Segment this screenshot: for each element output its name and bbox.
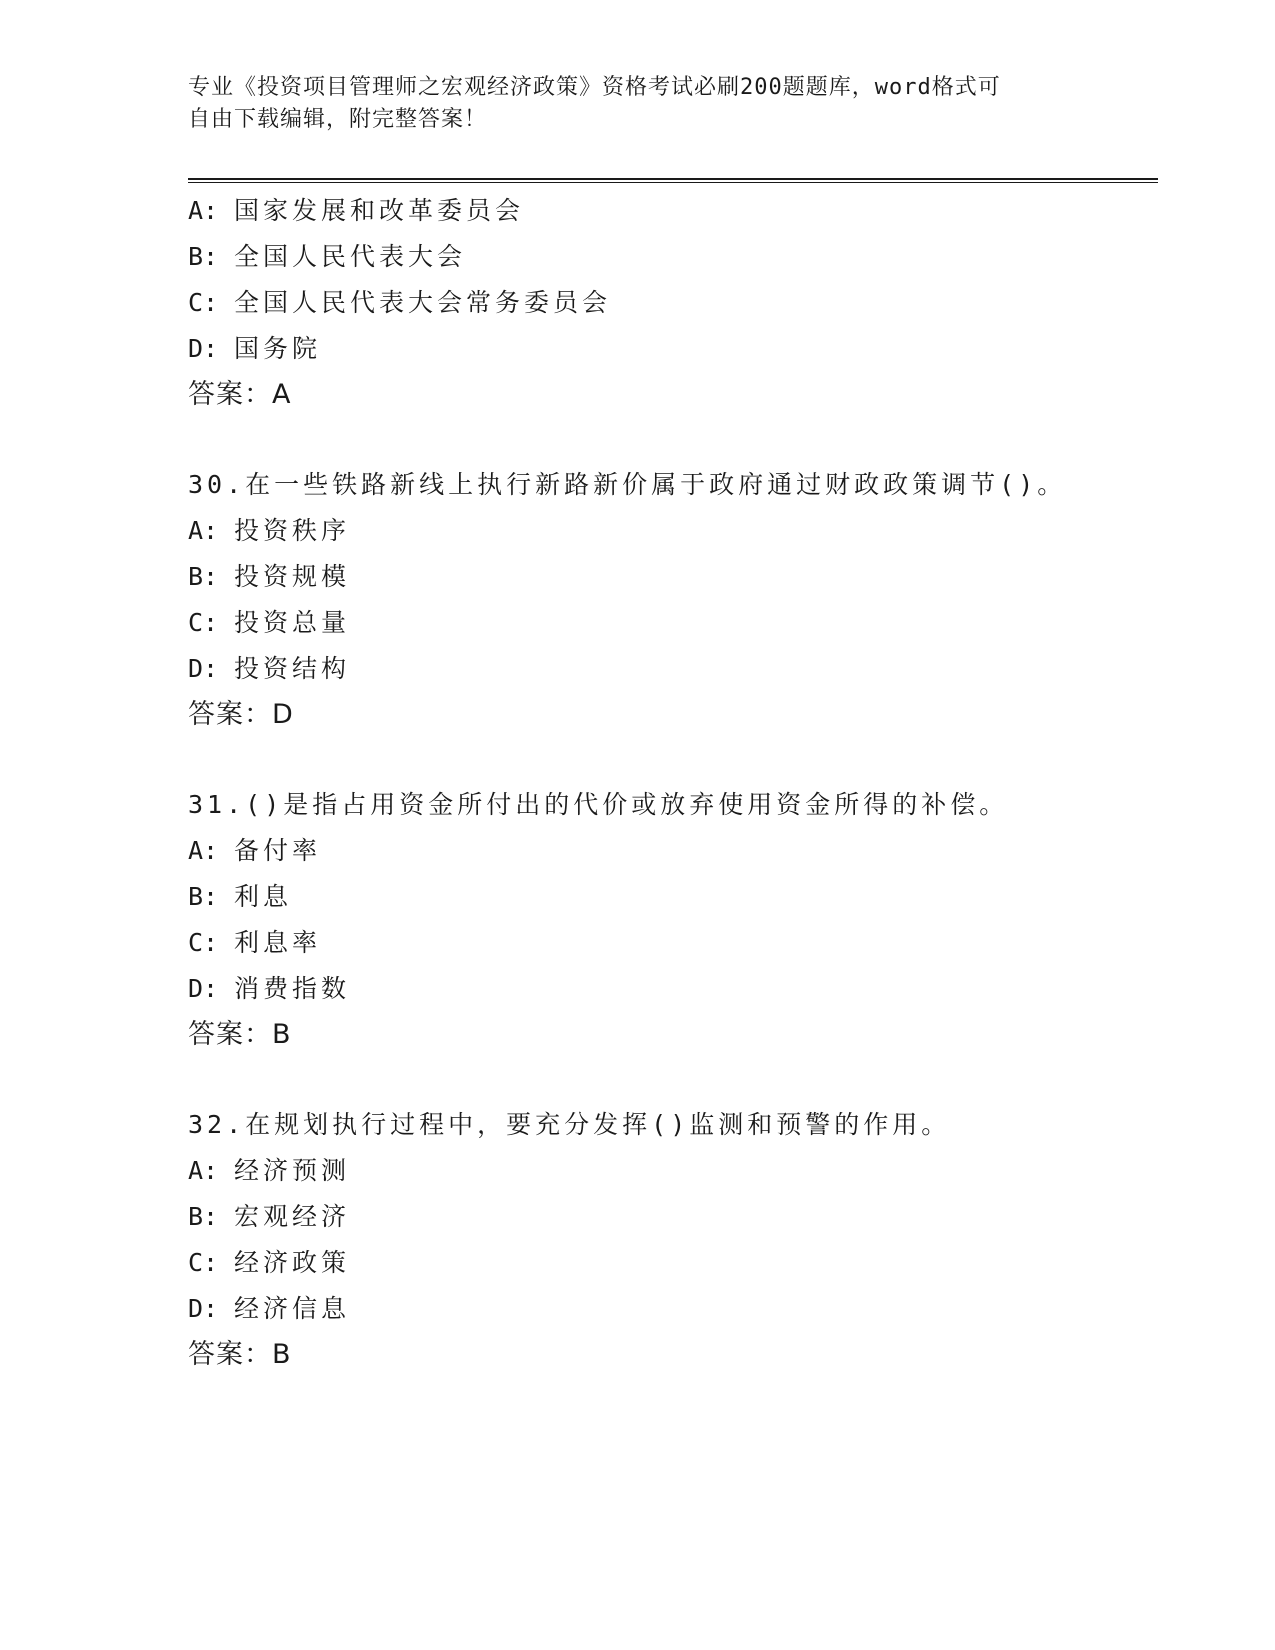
option-text: 经济信息 bbox=[234, 1294, 351, 1323]
option-letter: B: bbox=[188, 1202, 219, 1231]
question-block-29 bbox=[188, 188, 1158, 418]
option-letter: B: bbox=[188, 242, 219, 271]
option-text: 利息率 bbox=[234, 928, 322, 957]
question-stem: 31.()是指占用资金所付出的代价或放弃使用资金所得的补偿。 bbox=[188, 790, 1009, 819]
option-c bbox=[188, 600, 1158, 646]
header-divider bbox=[188, 178, 1158, 183]
option-letter: A: bbox=[188, 836, 219, 865]
question-stem: 30.在一些铁路新线上执行新路新价属于政府通过财政政策调节()。 bbox=[188, 470, 1067, 499]
option-d bbox=[188, 966, 1158, 1012]
option-letter: C: bbox=[188, 288, 219, 317]
option-a bbox=[188, 828, 1158, 874]
option-c bbox=[188, 1240, 1158, 1286]
option-letter: D: bbox=[188, 654, 219, 683]
option-d bbox=[188, 326, 1158, 372]
option-text: 经济政策 bbox=[234, 1248, 351, 1277]
option-a bbox=[188, 188, 1158, 234]
option-text: 备付率 bbox=[234, 836, 322, 865]
option-text: 全国人民代表大会常务委员会 bbox=[234, 288, 612, 317]
option-text: 国家发展和改革委员会 bbox=[234, 196, 525, 225]
question-block-30 bbox=[188, 462, 1158, 738]
document-header bbox=[188, 72, 1088, 136]
option-b bbox=[188, 874, 1158, 920]
option-c bbox=[188, 920, 1158, 966]
option-letter: A: bbox=[188, 1156, 219, 1185]
option-text: 全国人民代表大会 bbox=[234, 242, 467, 271]
option-letter: D: bbox=[188, 974, 219, 1003]
option-b bbox=[188, 234, 1158, 280]
option-letter: B: bbox=[188, 882, 219, 911]
option-text: 投资结构 bbox=[234, 654, 351, 683]
question-stem: 32.在规划执行过程中，要充分发挥()监测和预警的作用。 bbox=[188, 1110, 951, 1139]
option-text: 经济预测 bbox=[234, 1156, 351, 1185]
option-b bbox=[188, 554, 1158, 600]
answer-line: 答案：B bbox=[188, 1339, 292, 1370]
question-list bbox=[188, 188, 1158, 1378]
header-line-2: 自由下载编辑，附完整答案！ bbox=[188, 107, 488, 132]
option-d bbox=[188, 1286, 1158, 1332]
option-d bbox=[188, 646, 1158, 692]
answer-line: 答案：A bbox=[188, 379, 292, 410]
question-block-32 bbox=[188, 1102, 1158, 1378]
option-letter: B: bbox=[188, 562, 219, 591]
answer-line: 答案：B bbox=[188, 1019, 292, 1050]
option-letter: D: bbox=[188, 1294, 219, 1323]
option-text: 投资规模 bbox=[234, 562, 351, 591]
option-letter: A: bbox=[188, 196, 219, 225]
option-c bbox=[188, 280, 1158, 326]
option-text: 投资总量 bbox=[234, 608, 351, 637]
option-letter: C: bbox=[188, 608, 219, 637]
option-text: 国务院 bbox=[234, 334, 322, 363]
option-letter: A: bbox=[188, 516, 219, 545]
header-line-1: 专业《投资项目管理师之宏观经济政策》资格考试必刷200题题库，word格式可 bbox=[188, 75, 1001, 100]
option-text: 利息 bbox=[234, 882, 293, 911]
option-letter: C: bbox=[188, 928, 219, 957]
option-a bbox=[188, 508, 1158, 554]
option-b bbox=[188, 1194, 1158, 1240]
option-text: 投资秩序 bbox=[234, 516, 351, 545]
question-block-31 bbox=[188, 782, 1158, 1058]
option-letter: C: bbox=[188, 1248, 219, 1277]
option-text: 消费指数 bbox=[234, 974, 351, 1003]
answer-line: 答案：D bbox=[188, 699, 294, 730]
option-text: 宏观经济 bbox=[234, 1202, 351, 1231]
option-letter: D: bbox=[188, 334, 219, 363]
option-a bbox=[188, 1148, 1158, 1194]
